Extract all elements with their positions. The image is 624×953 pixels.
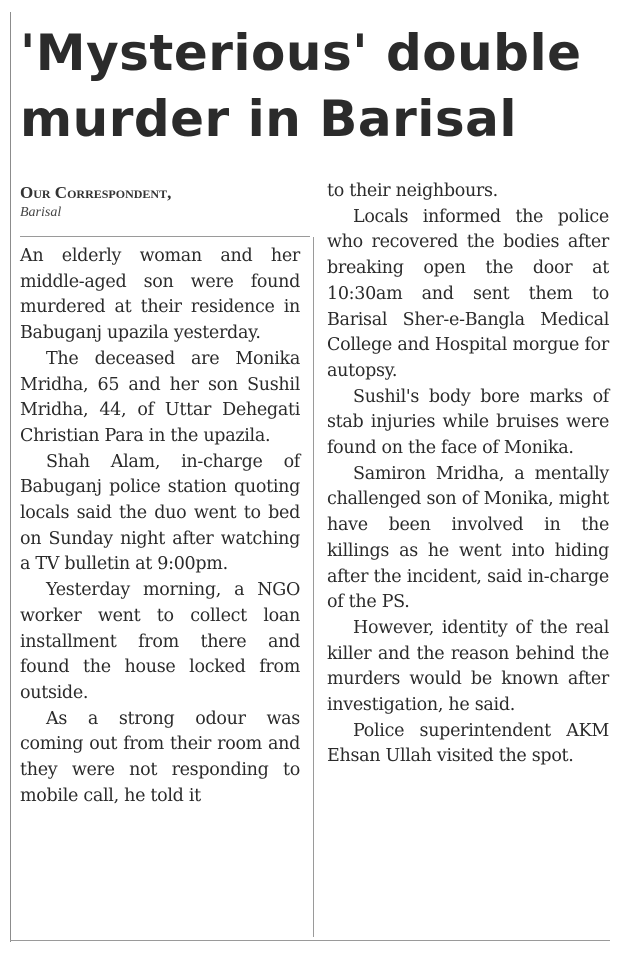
- paragraph: However, identity of the real killer and the reason behind the murders would be known after investigation, he said.: [327, 617, 609, 716]
- paragraph: Shah Alam, in-charge of Babuganj police station quoting locals said the duo went to bed on Sunday night after watching a TV bulletin at 9:00pm.: [20, 451, 300, 575]
- article-column-right: [327, 179, 609, 770]
- article-column-left: [20, 244, 300, 809]
- byline: [20, 182, 310, 222]
- paragraph: Samiron Mridha, a mentally challenged son of Monika, might have been involved in the killings as he went into hiding after the incident, said in-charge of the PS.: [327, 463, 609, 613]
- paragraph: The deceased are Monika Mridha, 65 and her son Sushil Mridha, 44, of Uttar Dehegati Christian Para in the upazila.: [20, 348, 300, 446]
- paragraph: Police superintendent AKM Ehsan Ullah visited the spot.: [327, 720, 609, 767]
- bottom-border-rule: [10, 940, 610, 941]
- paragraph: An elderly woman and her middle-aged son were found murdered at their residence in Babuganj upazila yesterday.: [20, 246, 300, 344]
- headline: 'Mysterious' double murder in Barisal: [20, 24, 582, 148]
- byline-divider: [20, 236, 310, 237]
- paragraph: As a strong odour was coming out from their room and they were not responding to mobile call, he told it: [20, 708, 300, 806]
- column-divider: [313, 237, 314, 937]
- paragraph: Sushil's body bore marks of stab injuries while bruises were found on the face of Monika.: [327, 386, 609, 459]
- paragraph: Locals informed the police who recovered the bodies after breaking open the door at 10:30am and sent them to Barisal Sher-e-Bangla Medical College and Hospital morgue for autopsy.: [327, 206, 609, 381]
- paragraph: to their neighbours.: [327, 181, 498, 201]
- left-border-rule: [10, 12, 11, 942]
- byline-name: Our Correspondent,: [20, 183, 172, 202]
- paragraph: Yesterday morning, a NGO worker went to collect loan installment from there and found the house locked from outside.: [20, 580, 300, 703]
- byline-place: Barisal: [20, 205, 62, 220]
